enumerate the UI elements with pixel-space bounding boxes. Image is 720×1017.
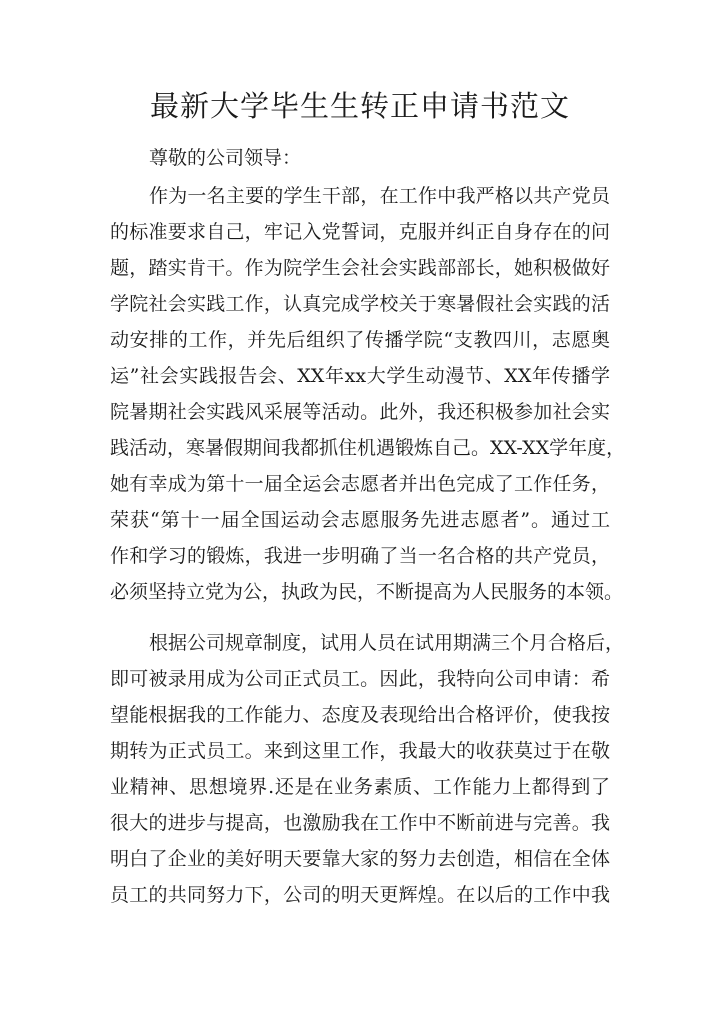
paragraph-2-line-5: 业精神、思想境界.还是在业务素质、工作能力上都得到了 — [110, 776, 610, 798]
paragraph-1-line-10: 荣获“第十一届全国运动会志愿服务先进志愿者”。通过工 — [110, 509, 610, 531]
paragraph-1-line-5: 动安排的工作，并先后组织了传播学院“支教四川，志愿奥 — [110, 329, 610, 351]
paragraph-2-line-4: 期转为正式员工。来到这里工作，我最大的收获莫过于在敬 — [110, 740, 610, 762]
paragraph-2-line-1: 根据公司规章制度，试用人员在试用期满三个月合格后， — [149, 632, 625, 654]
paragraph-2-line-6: 很大的进步与提高，也激励我在工作中不断前进与完善。我 — [110, 812, 610, 834]
paragraph-1-line-8: 践活动，寒暑假期间我都抓住机遇锻炼自己。XX-XX学年度， — [110, 437, 626, 459]
paragraph-1-line-7: 院暑期社会实践风采展等活动。此外，我还积极参加社会实 — [110, 401, 610, 423]
greeting-line: 尊敬的公司领导： — [149, 147, 302, 169]
paragraph-2-line-7: 明白了企业的美好明天要靠大家的努力去创造，相信在全体 — [110, 848, 610, 870]
paragraph-1-line-2: 的标准要求自己，牢记入党誓词，克服并纠正自身存在的问 — [110, 221, 610, 243]
paragraph-2-line-8: 员工的共同努力下，公司的明天更辉煌。在以后的工作中我 — [110, 884, 610, 906]
paragraph-1-line-6: 运”社会实践报告会、XX年xx大学生动漫节、XX年传播学 — [110, 365, 610, 387]
paragraph-1-line-11: 作和学习的锻炼，我进一步明确了当一名合格的共产党员， — [110, 545, 610, 567]
paragraph-1-line-1: 作为一名主要的学生干部，在工作中我严格以共产党员 — [149, 185, 610, 207]
document-title: 最新大学毕生生转正申请书范文 — [149, 89, 570, 123]
paragraph-1-line-9: 她有幸成为第十一届全运会志愿者并出色完成了工作任务， — [110, 473, 610, 495]
paragraph-2-line-2: 即可被录用成为公司正式员工。因此，我特向公司申请：希 — [110, 668, 610, 690]
paragraph-1-line-3: 题，踏实肯干。作为院学生会社会实践部部长，她积极做好 — [110, 257, 610, 279]
paragraph-1-line-4: 学院社会实践工作，认真完成学校关于寒暑假社会实践的活 — [110, 293, 610, 315]
paragraph-2-line-3: 望能根据我的工作能力、态度及表现给出合格评价，使我按 — [110, 704, 610, 726]
paragraph-1-line-12: 必须坚持立党为公，执政为民，不断提高为人民服务的本领。 — [110, 581, 624, 603]
